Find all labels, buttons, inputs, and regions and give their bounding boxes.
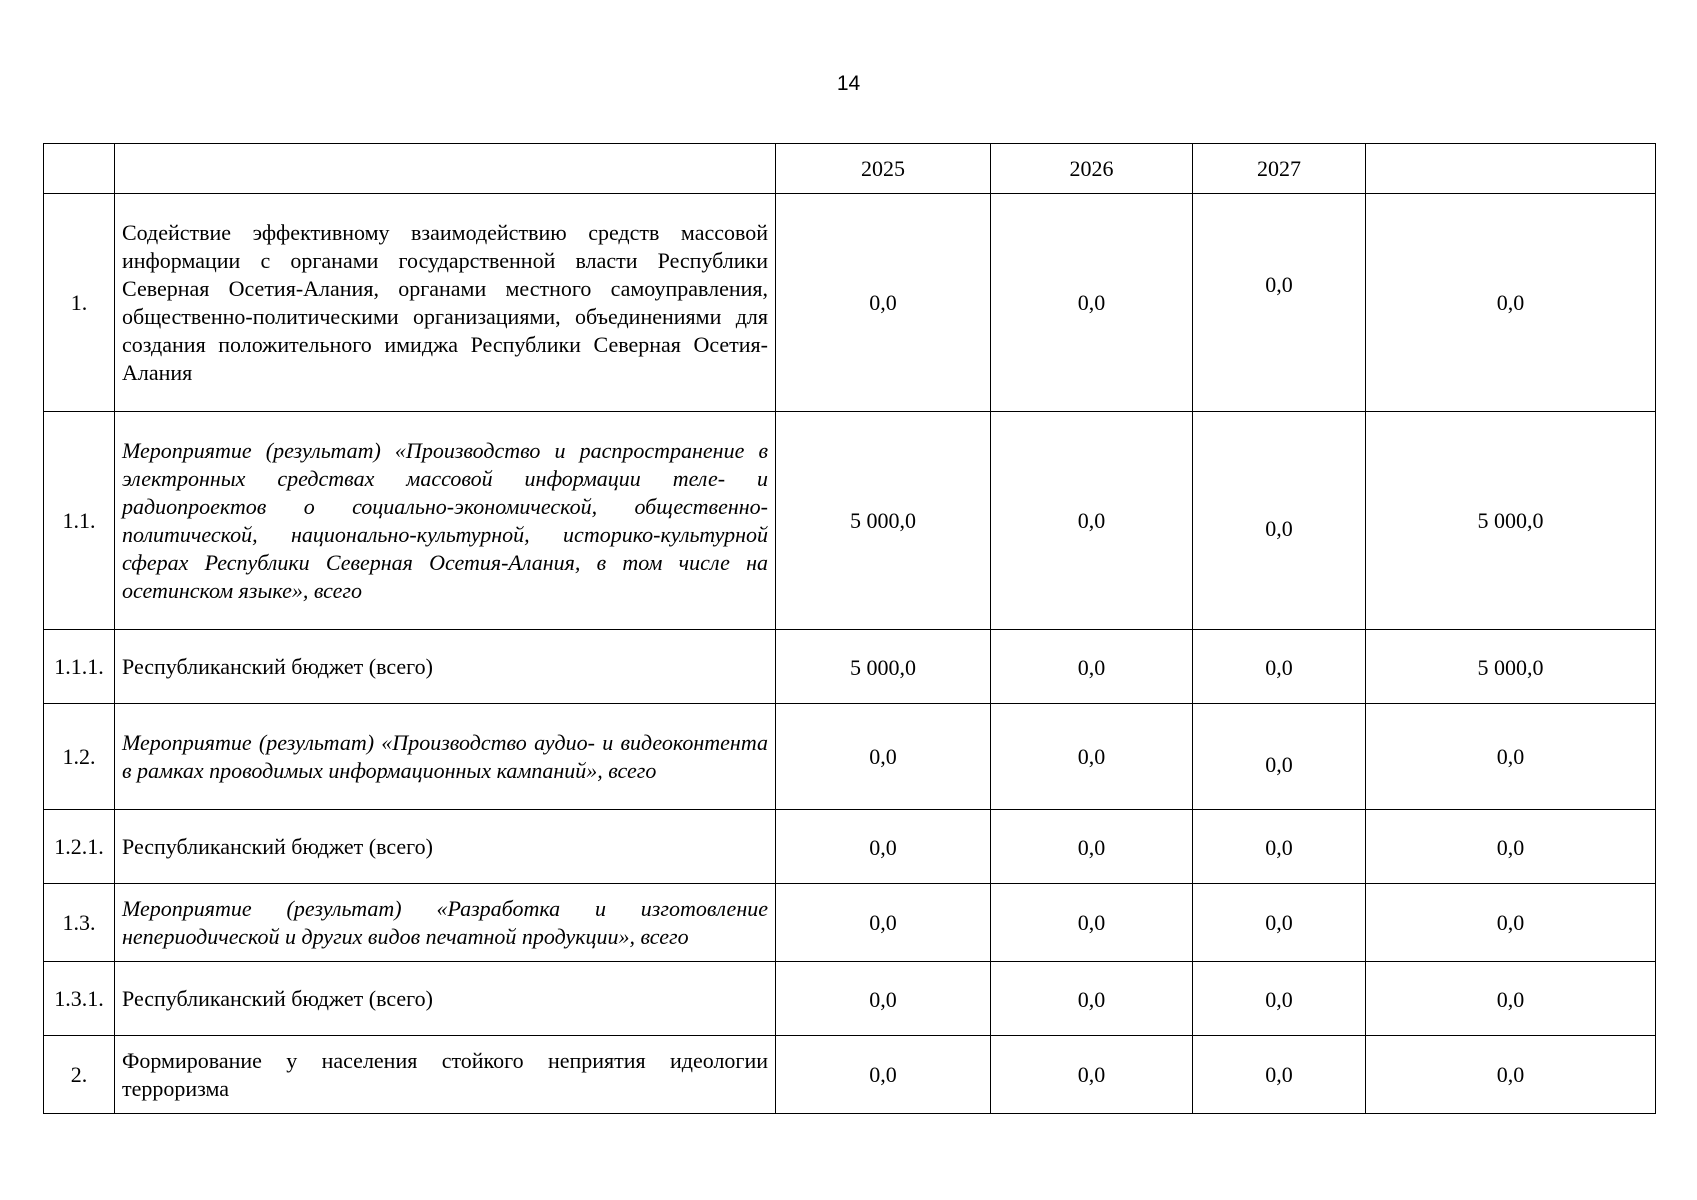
row-value-2027: 0,0 [1193,884,1366,962]
row-value-2027 [1193,194,1366,412]
row-name: Формирование у населения стойкого неприятия идеологии терроризма [115,1036,776,1114]
row-value-2025: 0,0 [776,704,991,810]
table-row [44,630,1656,704]
row-value-2027 [1193,412,1366,630]
row-number: 2. [44,1036,115,1114]
row-number: 1.3.1. [44,962,115,1036]
row-number: 1.1.1. [44,630,115,704]
row-value-2026: 0,0 [991,810,1193,884]
row-name: Республиканский бюджет (всего) [115,810,776,884]
row-name: Содействие эффективному взаимодействию средств массовой информации с органами государственной власти Республики Северная Осетия-Алания, органами местного самоуправления, общественно-политическими организациями, объединениями для создания положительного имиджа Республики Северная Осетия-Алания [115,194,776,412]
row-value-2027: 0,0 [1193,1036,1366,1114]
row-value-2027: 0,0 [1193,630,1366,704]
row-value-2025: 0,0 [776,884,991,962]
row-name: Республиканский бюджет (всего) [115,962,776,1036]
page-number: 14 [836,72,861,95]
row-number: 1.2.1. [44,810,115,884]
header-total-cell [1366,144,1656,194]
row-value-2026: 0,0 [991,1036,1193,1114]
header-name-cell [115,144,776,194]
row-number: 1.3. [44,884,115,962]
row-value-2026: 0,0 [991,412,1193,630]
row-number: 1.1. [44,412,115,630]
row-value-2025: 0,0 [776,962,991,1036]
row-value-total: 0,0 [1366,962,1656,1036]
row-value-total: 0,0 [1366,1036,1656,1114]
year-2026-header: 2026 [991,144,1193,194]
row-value-2027-text: 0,0 [1265,271,1293,297]
row-value-2025: 5 000,0 [776,630,991,704]
budget-table [43,143,1656,1114]
table-row [44,412,1656,630]
row-name: Мероприятие (результат) «Разработка и изготовление непериодической и других видов печатной продукции», всего [115,884,776,962]
row-value-total: 0,0 [1366,810,1656,884]
row-value-total: 5 000,0 [1366,412,1656,630]
header-num-cell [44,144,115,194]
row-name: Мероприятие (результат) «Производство и распространение в электронных средствах массовой информации теле- и радиопроектов о социально-экономической, общественно-политической, национально-культурной, историко-культурной сферах Республики Северная Осетия-Алания, в том числе на осетинском языке», всего [115,412,776,630]
row-value-total: 0,0 [1366,704,1656,810]
row-value-2026: 0,0 [991,704,1193,810]
table-header-row [44,144,1656,194]
row-value-2027 [1193,704,1366,810]
table-row [44,194,1656,412]
table-row [44,704,1656,810]
row-value-2027: 0,0 [1193,810,1366,884]
row-value-2026: 0,0 [991,884,1193,962]
row-value-total: 5 000,0 [1366,630,1656,704]
row-value-2027: 0,0 [1193,962,1366,1036]
row-name: Мероприятие (результат) «Производство аудио- и видеоконтента в рамках проводимых информационных кампаний», всего [115,704,776,810]
row-value-2026: 0,0 [991,630,1193,704]
row-number: 1.2. [44,704,115,810]
row-value-total: 0,0 [1366,884,1656,962]
table-row [44,810,1656,884]
row-value-total: 0,0 [1366,194,1656,412]
row-value-2027-text: 0,0 [1265,751,1293,777]
year-2025-header: 2025 [776,144,991,194]
year-2027-header: 2027 [1193,144,1366,194]
table-row [44,1036,1656,1114]
row-name: Республиканский бюджет (всего) [115,630,776,704]
row-value-2025: 5 000,0 [776,412,991,630]
row-value-2025: 0,0 [776,1036,991,1114]
row-number: 1. [44,194,115,412]
table-row [44,884,1656,962]
row-value-2025: 0,0 [776,194,991,412]
row-value-2026: 0,0 [991,962,1193,1036]
row-value-2026: 0,0 [991,194,1193,412]
row-value-2025: 0,0 [776,810,991,884]
table-row [44,962,1656,1036]
row-value-2027-text: 0,0 [1265,515,1293,541]
